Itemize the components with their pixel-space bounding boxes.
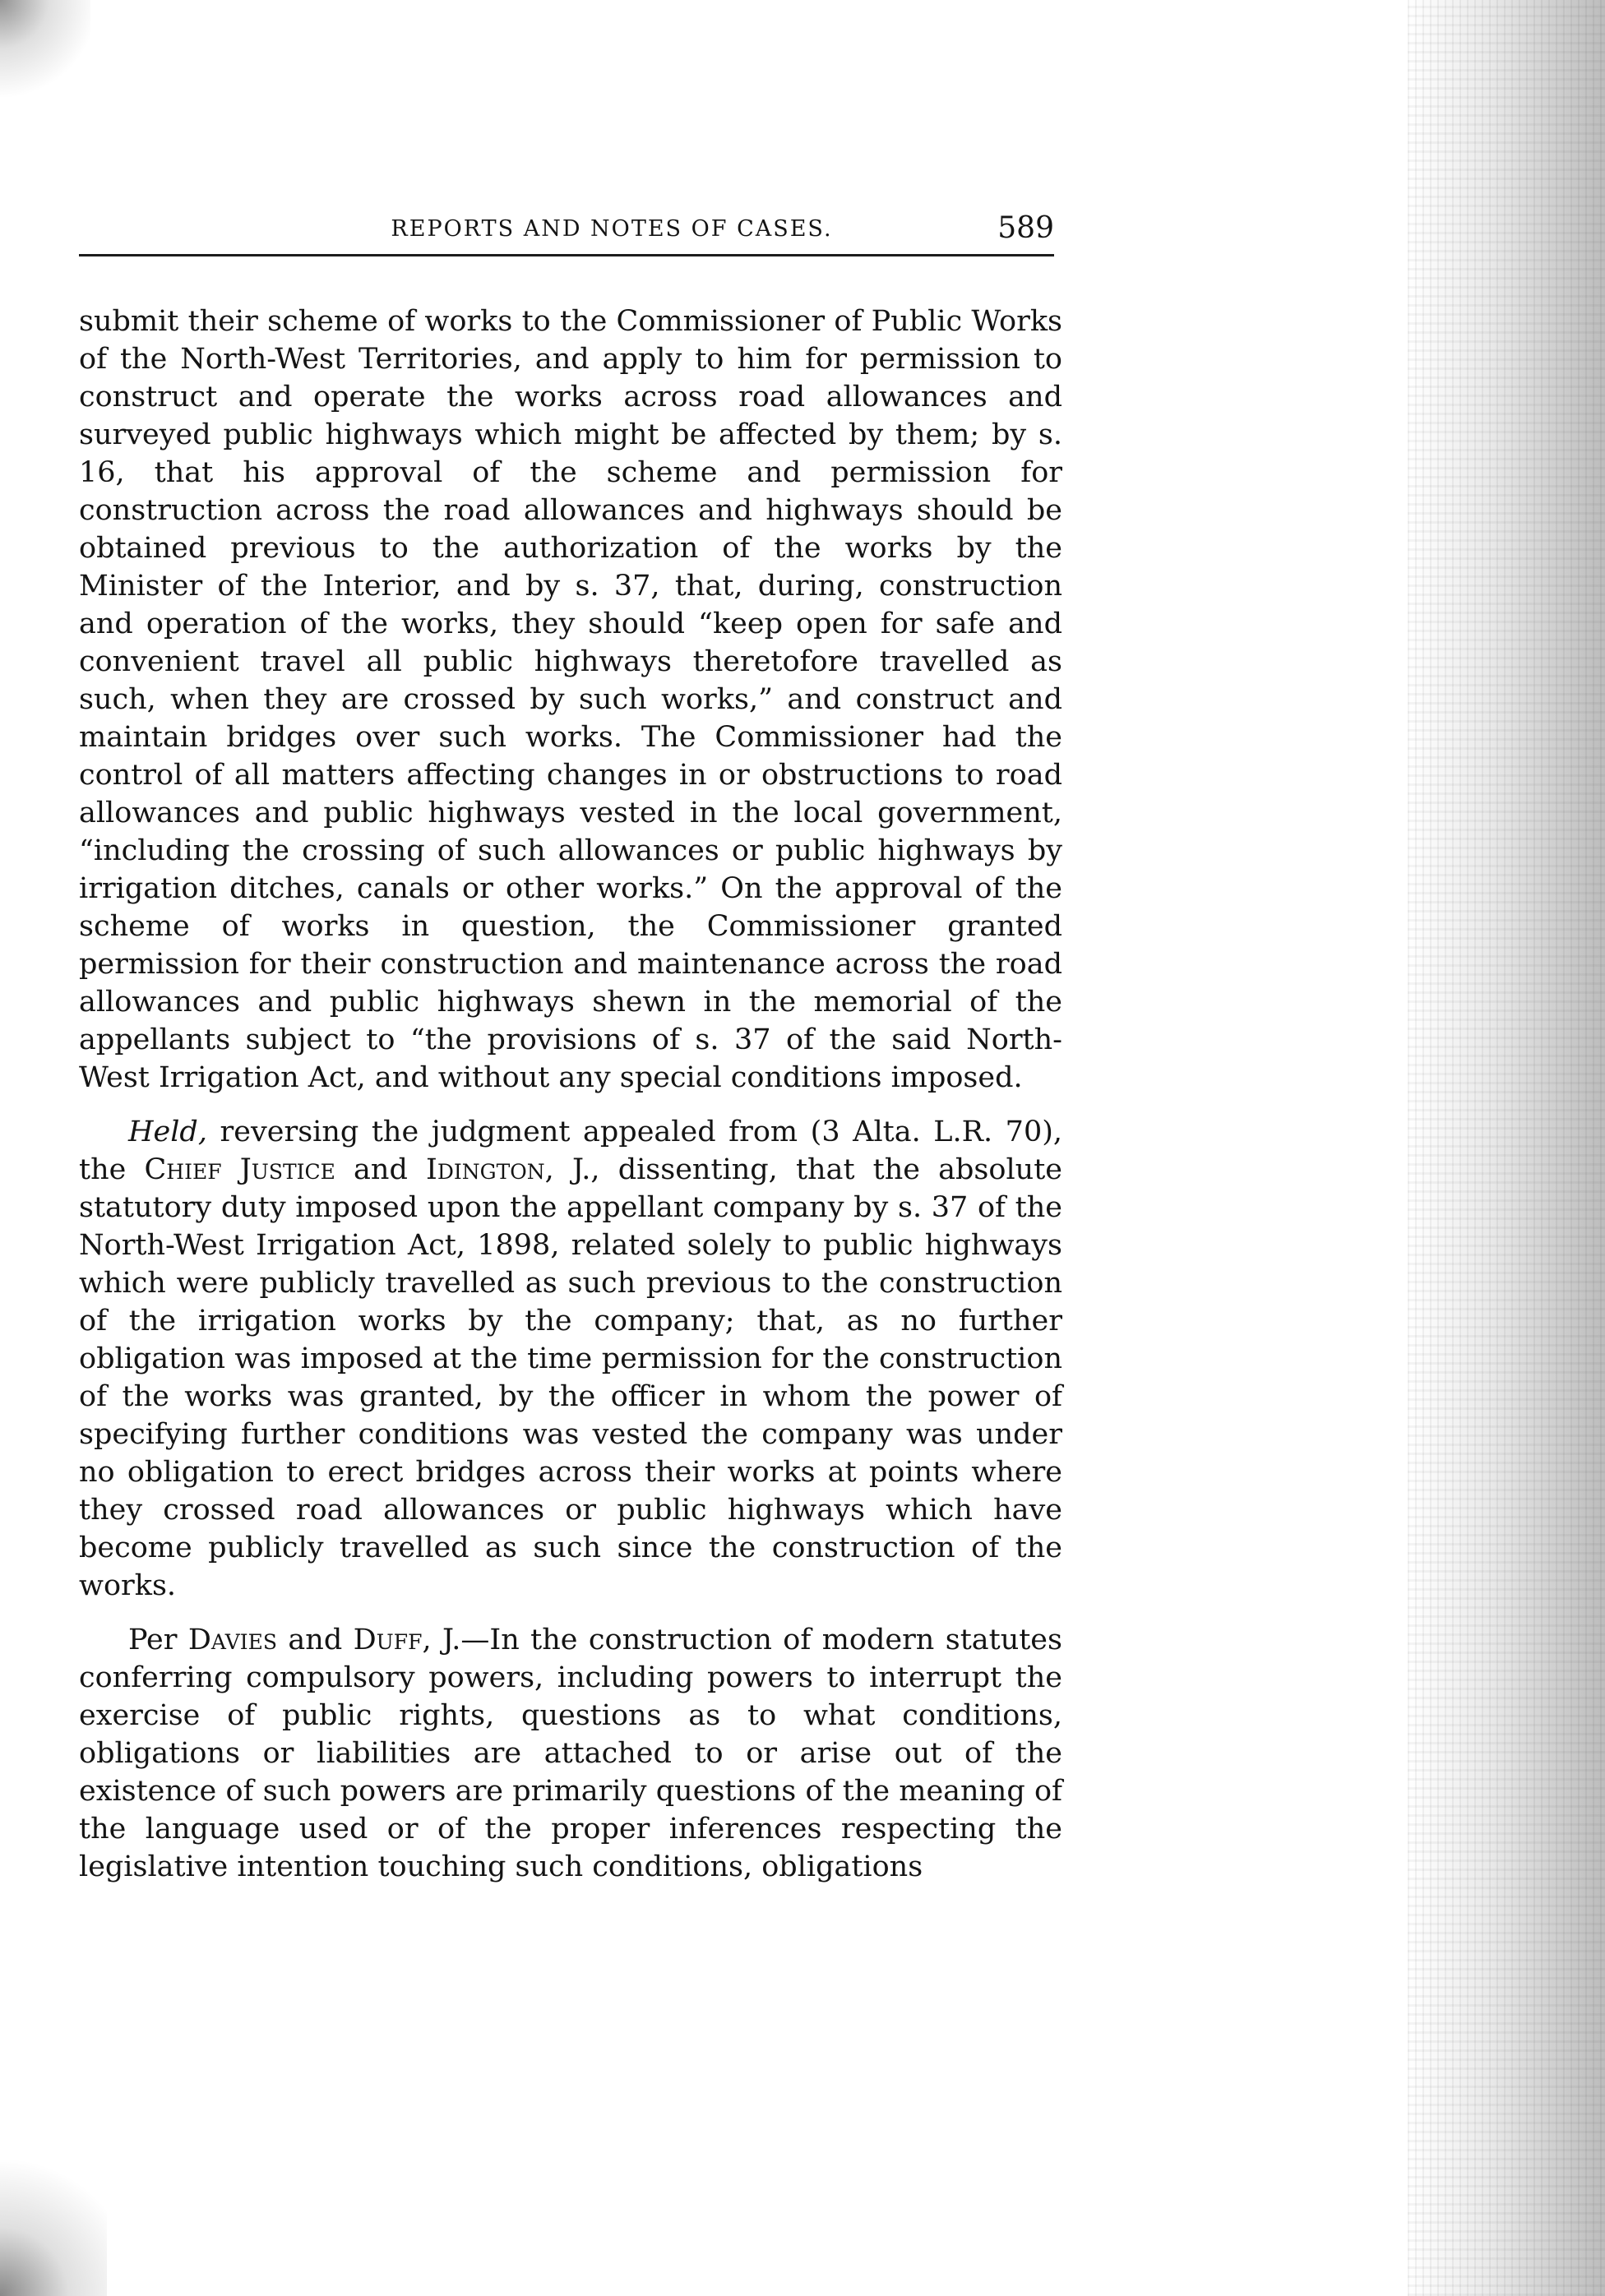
davies-name: Davies — [187, 1624, 278, 1656]
paragraph-continuation: submit their scheme of works to the Commissioner of Public Works of the North-West Territories, and apply to him for permission to construct and operate the works across road allowances and surveyed public highways which might be affected by them; by s. 16, that his approval of the scheme and permission for construction across the road allowances and highways should be obtained previous to the authorization of the works by the Minister of the Interior, and by s. 37, that, during, construction and operation of the works, they should “keep open for safe and convenient travel all public highways theretofore travelled as such, when they are crossed by such works,” and construct and maintain bridges over such works. The Commissioner had the control of all matters affecting changes in or obstructions to road allowances and public highways vested in the local government, “including the crossing of such allowances or public highways by irrigation ditches, canals or other works.” On the approval of the scheme of works in question, the Commissioner granted permission for their construction and maintenance across the road allowances and public highways shewn in the memorial of the appellants subject to “the provisions of s. 37 of the said North-West Irrigation Act, and without any special conditions imposed. — [79, 305, 1062, 1094]
held-text-1: reversing the judgment appealed from (3 Alta. L.R. 70), the — [79, 1116, 1062, 1186]
per-text-2: , J.—In the construction of modern statutes conferring compulsory powers, including powers to interrupt the exercise of public rights, questions as to what conditions, obligations or liabilities are attached to or arise out of the existence of such powers are primarily questions of the meaning of the language used or of the proper inferences respecting the legislative intention touching such conditions, obligations — [79, 1624, 1062, 1883]
scan-corner-bottom-left — [0, 2132, 107, 2296]
paragraph-per-davies-duff — [79, 1621, 1062, 1886]
scan-edge-shadow — [1408, 0, 1605, 2296]
scan-corner-top-left — [0, 0, 90, 107]
held-text-2: and — [335, 1153, 427, 1186]
held-text-3: , J., dissenting, that the absolute statutory duty imposed upon the appellant company by s. 37 of the North-West Irrigation Act, 1898, related solely to public highways which were publicly travelled as such previous to the construction of the irrigation works by the company; that, as no further obligation was imposed at the time permission for the construction of the works was granted, by the officer in whom the power of specifying further conditions was vested the company was under no obligation to erect bridges across their works at points where they crossed road allowances or public highways which have become publicly travelled as such since the construction of the works. — [79, 1153, 1062, 1602]
page-header — [79, 210, 1062, 259]
header-rule — [79, 254, 1054, 256]
page-body — [79, 303, 1062, 1886]
held-lead: Held, — [128, 1116, 207, 1148]
running-head: REPORTS AND NOTES OF CASES. — [391, 216, 833, 242]
per-lead: Per — [128, 1624, 188, 1656]
page-number: 589 — [997, 211, 1054, 245]
paragraph-held — [79, 1113, 1062, 1605]
idington-name: Idington — [426, 1153, 545, 1186]
per-text-1: and — [277, 1624, 354, 1656]
chief-justice-name: Chief Justice — [144, 1153, 335, 1186]
duff-name: Duff — [353, 1624, 423, 1656]
